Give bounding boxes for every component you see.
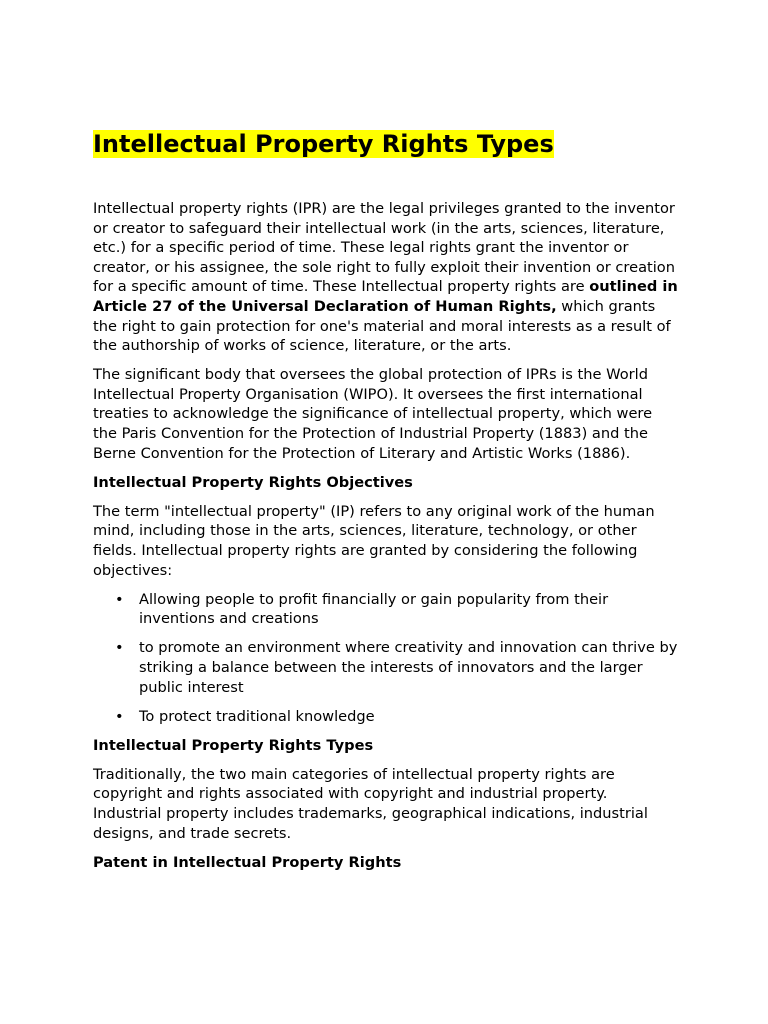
list-item-text: to promote an environment where creativity and innovation can thrive by striking a balance between the interests of innovators and the larger public interest — [139, 639, 678, 696]
bullet-icon: • — [115, 707, 124, 725]
bullet-icon: • — [115, 639, 124, 657]
wipo-paragraph: The significant body that oversees the global protection of IPRs is the World Intellectual Property Organisation (WIPO). It oversees the first international treaties to acknowledge the significance of intellectual property, which were the Paris Convention for the Protection of Industrial Property (1883) and the Berne Convention for the Protection of Literary and Artistic Works (1886). — [93, 366, 653, 462]
intro-text-part1: Intellectual property rights (IPR) are the legal privileges granted to the inventor or creator to safeguard their intellectual work (in the arts, sciences, literature, etc.) for a specific period of time. These legal rights grant the inventor or creator, or his assignee, the sole right to fully exploit their invention or creation for a specific amount of time. These Intellectual property rights are — [93, 200, 675, 296]
list-item-text: Allowing people to profit financially or gain popularity from their inventions and creations — [139, 590, 609, 628]
bullet-icon: • — [115, 590, 124, 608]
highlighted-title-text: Intellectual Property Rights Types — [93, 130, 554, 158]
list-item-text: To protect traditional knowledge — [139, 707, 375, 725]
objectives-heading: Intellectual Property Rights Objectives — [93, 473, 413, 491]
types-heading: Intellectual Property Rights Types — [93, 736, 374, 754]
objectives-list — [93, 590, 678, 727]
intro-text-part2: which grants the right to gain protection for one's material and moral interests as a result of the authorship of works of science, literature, or the arts. — [93, 297, 671, 355]
list-item — [93, 707, 678, 727]
objectives-intro-paragraph: The term "intellectual property" (IP) refers to any original work of the human mind, including those in the arts, sciences, literature, technology, or other fields. Intellectual property rights are granted by considering the following objectives: — [93, 502, 655, 579]
document-body — [93, 199, 678, 882]
document-title — [93, 128, 554, 160]
list-item — [93, 638, 678, 697]
types-paragraph: Traditionally, the two main categories of intellectual property rights are copyright and rights associated with copyright and industrial property. Industrial property includes trademarks, geographical indications, industrial designs, and trade secrets. — [93, 765, 648, 842]
patent-heading: Patent in Intellectual Property Rights — [93, 853, 402, 871]
intro-paragraph — [93, 199, 678, 356]
list-item — [93, 590, 678, 629]
intro-bold-reference: outlined in Article 27 of the Universal Declaration of Human Rights, — [93, 278, 678, 315]
